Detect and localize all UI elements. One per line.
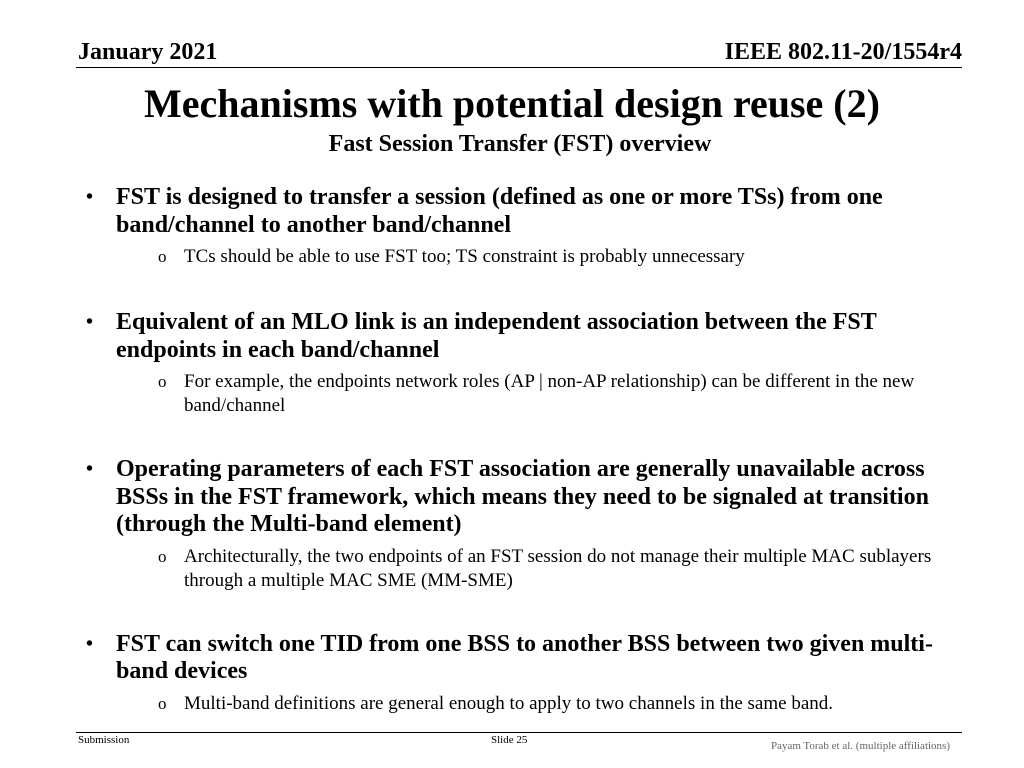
sub-bullet-marker: o	[158, 693, 167, 713]
sub-bullet-text: Architecturally, the two endpoints of an FST session do not manage their multiple MAC sublayers through a multiple MAC SME (MM-SME)	[184, 545, 932, 591]
bullet-marker: •	[86, 458, 94, 480]
bullet-item	[86, 309, 966, 418]
header-date: January 2021	[78, 39, 218, 65]
sub-bullet-item	[116, 545, 966, 593]
sub-bullet-item	[116, 692, 966, 716]
bullet-text: Equivalent of an MLO link is an independent association between the FST endpoints in each band/channel	[116, 309, 877, 363]
bullet-spacer	[86, 269, 966, 309]
bullet-item	[86, 184, 966, 269]
sub-bullet-marker: o	[158, 247, 167, 266]
bullet-item	[86, 456, 966, 593]
bullet-text: FST is designed to transfer a session (defined as one or more TSs) from one band/channel to another band/channel	[116, 184, 883, 238]
bullet-spacer	[86, 418, 966, 456]
bullet-marker: •	[86, 632, 94, 655]
footer-authors: Payam Torab et al. (multiple affiliations)	[770, 740, 950, 752]
bullet-marker: •	[86, 311, 94, 333]
sub-bullet-marker: o	[158, 546, 167, 566]
footer-submission: Submission	[78, 734, 130, 746]
sub-bullet-item	[116, 245, 966, 269]
footer-slide-number: Slide 25	[491, 734, 528, 746]
sub-bullet-marker: o	[158, 372, 167, 391]
header-document-id: IEEE 802.11-20/1554r4	[724, 39, 962, 65]
footer-divider	[76, 732, 962, 733]
sub-bullet-text: For example, the endpoints network roles (AP | non-AP relationship) can be different in the new band/channel	[184, 371, 915, 416]
slide-subtitle: Fast Session Transfer (FST) overview	[328, 131, 712, 157]
bullet-text: Operating parameters of each FST association are generally unavailable across BSSs in the FST framework, which means they need to be signaled at transition (through the Multi-band element)	[116, 456, 929, 537]
sub-bullet-text: TCs should be able to use FST too; TS constraint is probably unnecessary	[184, 246, 745, 267]
header-divider	[76, 67, 962, 68]
bullet-item	[86, 631, 966, 716]
slide-title: Mechanisms with potential design reuse (2)	[144, 81, 880, 126]
sub-bullet-item	[116, 370, 966, 418]
slide-body	[86, 184, 966, 716]
sub-bullet-text: Multi-band definitions are general enough to apply to two channels in the same band.	[184, 692, 833, 714]
bullet-marker: •	[86, 186, 94, 208]
bullet-spacer	[86, 593, 966, 631]
bullet-text: FST can switch one TID from one BSS to another BSS between two given multi-band devices	[116, 630, 933, 684]
